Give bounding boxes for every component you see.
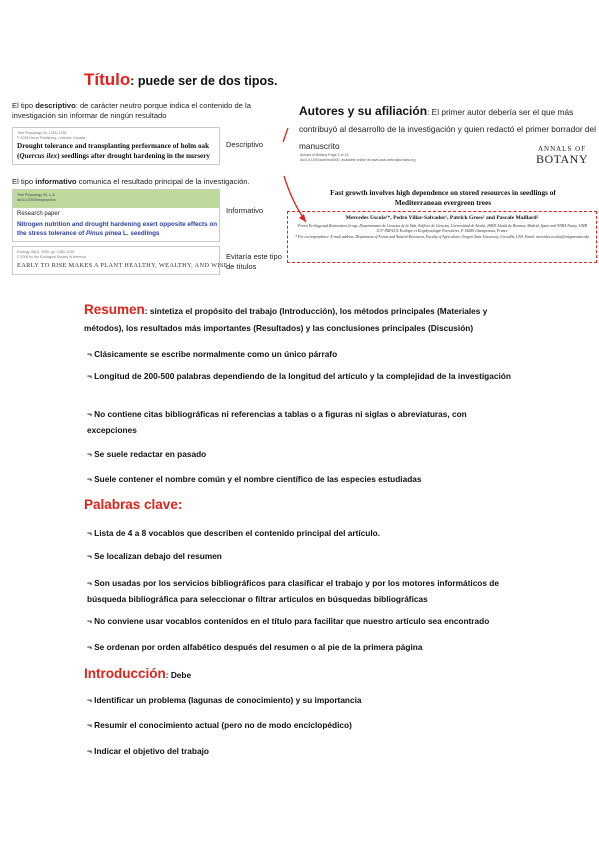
- introduccion-heading: Introducción: [84, 666, 166, 681]
- article3-title: EARLY TO RISE MAKES A PLANT HEALTHY, WEALTHY, AND WISE: [17, 262, 228, 269]
- introduccion-item: ¬ Indicar el objetivo del trabajo: [87, 746, 209, 756]
- article-descriptivo: [12, 127, 220, 165]
- resumen-intro: : sintetiza el propósito del trabajo (Introducción), los métodos principales (Materiales y métodos), los resultados más importantes (Resultados) y las conclusiones principales (Discusión): [84, 306, 488, 333]
- authors-affiliation-box: [287, 211, 597, 263]
- article2-research-label: Research paper: [17, 211, 60, 217]
- article2-title: Nitrogen nutrition and drought hardening exert opposite effects on the stress tolerance of Pinus pinea L. seedlings: [17, 221, 218, 237]
- resumen-item: ¬ Longitud de 200-500 palabras dependiendo de la longitud del artículo y la complejidad de la investigación: [87, 371, 511, 381]
- paper-title: Fast growth involves high dependence on stored resources in seedlings of Mediterranean evergreen trees: [330, 188, 556, 207]
- authors-line: Mercedes Uscola¹*, Pedro Villar-Salvador¹, Patrick Gross² and Pascale Maillard²: [345, 215, 539, 221]
- article1-title: Drought tolerance and transplanting performance of holm oak (Quercus ilex) seedlings after drought hardening in the nursery: [17, 142, 211, 160]
- resumen-item: ¬ Clásicamente se escribe normalmente como un único párrafo: [87, 349, 338, 359]
- section-resumen: [84, 302, 514, 336]
- resumen-item: ¬ Suele contener el nombre común y el nombre científico de las especies estudiadas: [87, 474, 422, 484]
- informativo-caption: El tipo informativo comunica el resultado principal de la investigación.: [12, 177, 250, 186]
- journal-meta: Annals of Botany Page 1 of 13 doi:10.1093/aob/mcs000, available online at www.aob.oxfordjournals.org: [300, 153, 416, 162]
- article2-header-band: [13, 190, 219, 208]
- affiliations: ¹Forest Ecology and Restoration Group, Departamento de Ciencias de la Vida, Edificio de Ciencias, Universidad de Alcalá, 28805 Alcalá de Henares, Madrid, Spain and ²INRA Nancy, UMR 1137 INRA/UL Ecologie et Ecophysiologie Forestières, F-54280 Champenoux, France * For correspondence. E-mail address, Department of Forest and Natural Resources, Faculty of Agriculture, Oregon State University, Corvallis, USA. Email: mercedes.uscola@oregonstate.edu: [295, 224, 589, 239]
- resumen-item: ¬ No contiene citas bibliográficas ni referencias a tablas o a figuras ni siglas o abreviaturas, con excepciones: [87, 409, 467, 435]
- section-palabras-clave: Palabras clave:: [84, 497, 183, 512]
- section-introduccion: [84, 665, 191, 683]
- introduccion-item: ¬ Identificar un problema (lagunas de conocimiento) y su importancia: [87, 695, 362, 705]
- palabras-item: ¬ No conviene usar vocablos contenidos en el título para facilitar que nuestro artículo sea encontrado: [87, 616, 490, 626]
- palabras-item: ¬ Se ordenan por orden alfabético después del resumen o al pie de la primera página: [87, 642, 423, 652]
- resumen-heading: Resumen: [84, 302, 145, 317]
- article2-meta: Tree Physiology 00, 1–8 doi:10.1093/treephys/xxx: [17, 193, 56, 202]
- palabras-heading: Palabras clave: [84, 497, 178, 512]
- article-informativo: [12, 189, 220, 242]
- autores-heading: Autores y su afiliación: [299, 104, 428, 118]
- label-informativo: Informativo: [226, 206, 264, 215]
- autores-rest: : El primer autor debería ser el que más contribuyó al desarrollo de la investigación y quien redactó el primer borrador del manuscrito: [299, 107, 597, 151]
- descriptivo-caption: El tipo descriptivo: de carácter neutro porque indica el contenido de la investigación sin informar de ningún resultado: [12, 101, 251, 120]
- label-descriptivo: Descriptivo: [226, 140, 264, 149]
- resumen-item: ¬ Se suele redactar en pasado: [87, 449, 207, 459]
- introduccion-item: ¬ Resumir el conocimiento actual (pero no de modo enciclopédico): [87, 720, 352, 730]
- palabras-item: ¬ Son usadas por los servicios bibliográficos para clasificar el trabajo y por los motores informáticos de búsqueda bibliográfica para seleccionar o filtrar artículos en búsquedas bibliográficas: [87, 578, 499, 604]
- annals-logo: ANNALS OF BOTANY: [535, 145, 589, 166]
- article-evitar: [12, 246, 228, 275]
- titulo-rest: : puede ser de dos tipos.: [130, 74, 278, 88]
- palabras-item: ¬ Se localizan debajo del resumen: [87, 551, 222, 561]
- titulo-heading: Título: [84, 70, 131, 89]
- introduccion-rest: : Debe: [165, 670, 192, 680]
- article1-meta: Tree Physiology 00, 1225–1238 © 2004 Heron Publishing—Victoria, Canada: [17, 131, 86, 140]
- article3-meta: Ecology, 88(1), 2006, pp. 1083–1093 © 2006 by the Ecological Society of America: [17, 250, 86, 259]
- palabras-item: ¬ Lista de 4 a 8 vocablos que describen el contenido principal del artículo.: [87, 528, 381, 538]
- label-evitaria: Evitaría este tipo de títulos: [226, 252, 282, 271]
- section-titulo: [84, 70, 278, 90]
